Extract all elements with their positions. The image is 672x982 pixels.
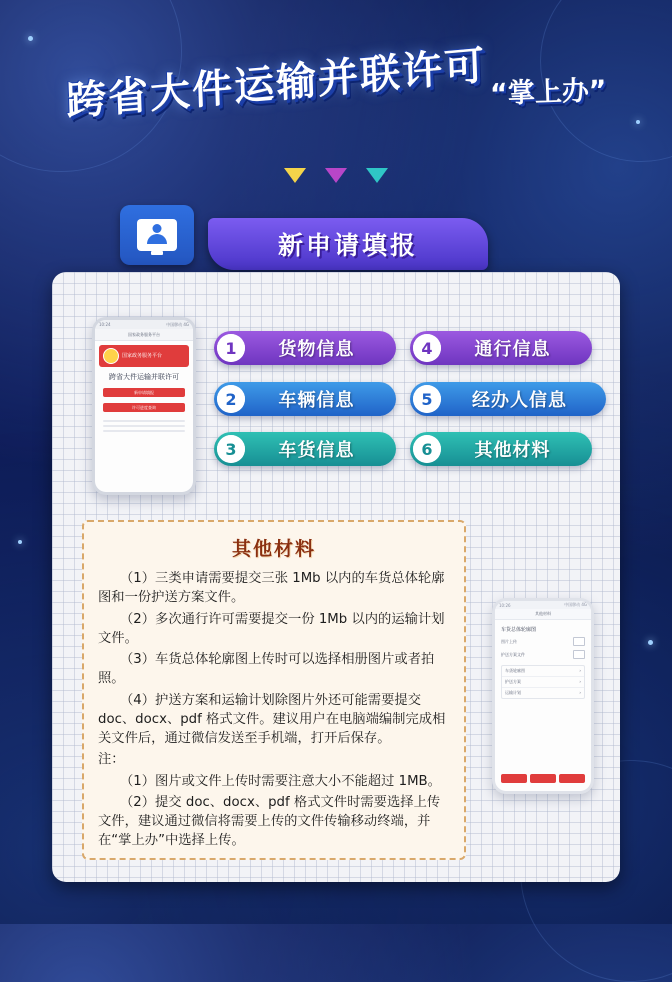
notes-paragraph: （4）护送方案和运输计划除图片外还可能需要提交 doc、docx、pdf 格式文件。建议用户在电脑端编制完成相关文件后，通过微信发送至手机端，打开后保存。 [98, 692, 446, 747]
phone1-header-card [99, 345, 189, 367]
notes-paragraph: （3）车货总体轮廓图上传时可以选择相册图片或者拍照。 [98, 652, 435, 687]
chevron-right-icon: › [579, 668, 581, 673]
phone2-next-button[interactable] [559, 774, 585, 783]
notes-paragraph: 注： [98, 752, 125, 768]
phone2-row-label: 图片上传 [501, 638, 517, 644]
phone2-section-title: 车货总体轮廓图 [501, 627, 537, 633]
notes-box [82, 520, 466, 860]
poster-title-sub: “掌上办” [489, 74, 607, 111]
list-item-label: 车货轮廓图 [505, 668, 525, 673]
notes-heading: 其他材料 [231, 538, 316, 560]
phone1-secondary-button[interactable]: 许可进度查询 [103, 403, 185, 412]
placeholder-line [103, 425, 185, 427]
user-body-glyph [147, 234, 167, 244]
list-item-label: 护送方案 [505, 679, 521, 684]
triangle-icon [284, 168, 306, 183]
phone2-row-label: 护送方案文件 [501, 651, 525, 657]
phone1-status-bar [95, 320, 193, 329]
section-banner [208, 218, 488, 270]
phone-mock-materials [492, 598, 594, 794]
phone2-status-bar [495, 601, 591, 609]
step-item-3 [214, 432, 396, 466]
phone1-header-title: 国家政务服务平台 [122, 353, 163, 359]
placeholder-line [103, 420, 185, 422]
phone2-upload-row-1[interactable] [501, 637, 585, 646]
step-item-1 [214, 331, 396, 365]
decorative-dot [636, 120, 640, 124]
phone1-status-time: 10:24 [99, 322, 111, 327]
step-label: 通行信息 [474, 339, 551, 360]
monitor-glyph [137, 219, 177, 251]
upload-box-icon[interactable] [573, 650, 585, 659]
poster-title-main: 跨省大件运输并联许可 [65, 42, 487, 126]
list-item[interactable] [502, 666, 584, 677]
step-label: 车货信息 [278, 440, 355, 461]
step-number: 2 [217, 385, 245, 413]
phone1-primary-button[interactable]: 新申请填报 [103, 388, 185, 397]
placeholder-line [103, 430, 185, 432]
phone2-nav-title: 其他材料 [495, 609, 591, 620]
computer-user-icon [120, 205, 194, 265]
phone-mock-application [92, 317, 196, 495]
phone1-status-carrier: 中国移动 4G [166, 321, 189, 327]
notes-paragraph: （2）多次通行许可需要提交一份 1Mb 以内的运输计划文件。 [98, 611, 445, 646]
step-label: 经办人信息 [472, 390, 567, 411]
decorative-dot [18, 540, 22, 544]
step-number: 5 [413, 385, 441, 413]
step-label: 货物信息 [278, 339, 355, 360]
triangle-icon [366, 168, 388, 183]
triangle-divider [0, 168, 672, 187]
chevron-right-icon: › [579, 690, 581, 695]
upload-box-icon[interactable] [573, 637, 585, 646]
phone2-material-list [501, 665, 585, 699]
step-label: 其他材料 [474, 440, 551, 461]
chevron-right-icon: › [579, 679, 581, 684]
step-number: 4 [413, 334, 441, 362]
poster-title [0, 42, 672, 126]
step-label: 车辆信息 [278, 390, 355, 411]
list-item-label: 运输计划 [505, 690, 521, 695]
section-banner-label: 新申请填报 [277, 231, 418, 260]
notes-paragraph: （1）三类申请需要提交三张 1Mb 以内的车货总体轮廓图和一份护送方案文件。 [98, 571, 445, 606]
notes-paragraph: （1）图片或文件上传时需要注意大小不能超过 1MB。 [120, 773, 441, 789]
decorative-dot [648, 640, 653, 645]
step-item-2 [214, 382, 396, 416]
phone2-upload-row-2[interactable] [501, 650, 585, 659]
phone1-page-title: 跨省大件运输并联许可 [109, 373, 179, 381]
user-head-glyph [153, 224, 162, 233]
triangle-icon [325, 168, 347, 183]
phone2-button-row [501, 774, 585, 783]
list-item[interactable] [502, 677, 584, 688]
phone2-status-time: 10:26 [499, 602, 511, 608]
phone2-prev-button[interactable] [501, 774, 527, 783]
step-number: 6 [413, 435, 441, 463]
step-item-4 [410, 331, 592, 365]
phone1-placeholder-lines [103, 420, 185, 432]
list-item[interactable] [502, 688, 584, 698]
notes-paragraph: （2）提交 doc、docx、pdf 格式文件时需要选择上传文件，建议通过微信将需要上传的文件传输移动终端，并在“掌上办”中选择上传。 [98, 794, 441, 849]
step-number: 3 [217, 435, 245, 463]
step-number: 1 [217, 334, 245, 362]
phone1-header-text [122, 353, 162, 359]
phone2-save-button[interactable] [530, 774, 556, 783]
decorative-dot [28, 36, 33, 41]
phone2-status-carrier: 中国移动 4G [564, 602, 587, 607]
step-item-6 [410, 432, 592, 466]
phone1-nav-title: 国家政务服务平台 [95, 329, 193, 341]
step-item-5 [410, 382, 606, 416]
emblem-icon [103, 348, 119, 364]
